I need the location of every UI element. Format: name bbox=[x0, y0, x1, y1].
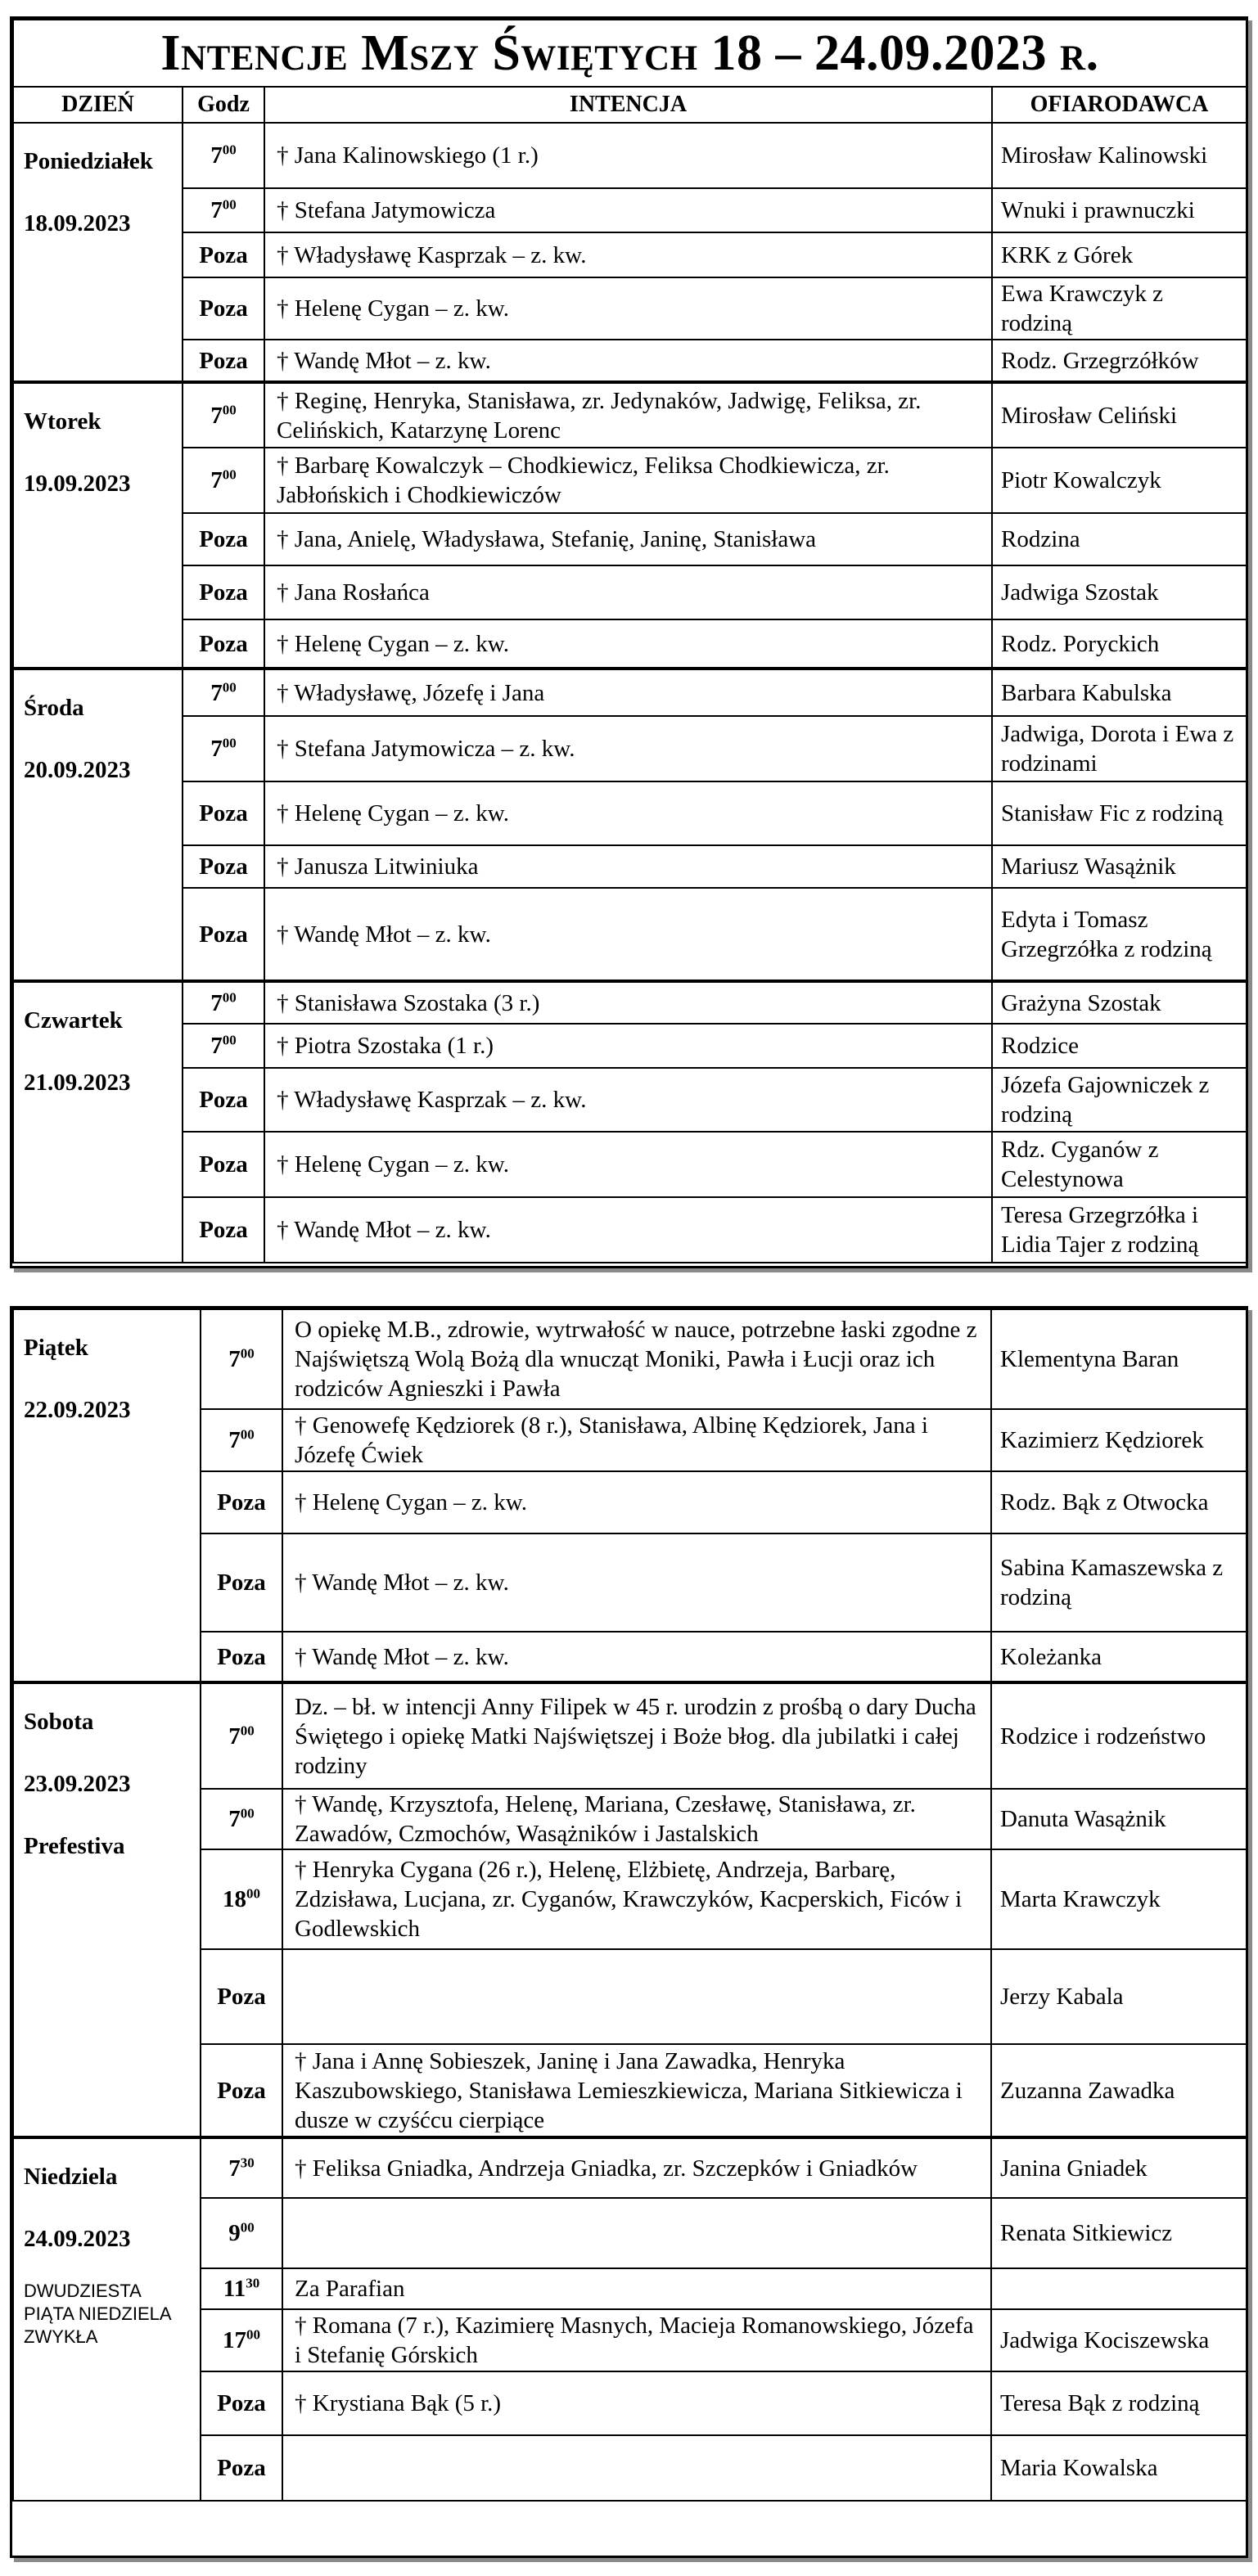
day-note: DWUDZIESTA PIĄTA NIEDZIELA ZWYKŁA bbox=[24, 2281, 171, 2347]
time-hour: Poza bbox=[199, 526, 248, 552]
donor-cell: Ewa Krawczyk z rodziną bbox=[992, 277, 1247, 340]
table-row bbox=[13, 888, 1247, 981]
intention-cell: † Feliksa Gniadka, Andrzeja Gniadka, zr. Szczepków i Gniadków bbox=[282, 2137, 991, 2198]
donor-cell: Janina Gniadek bbox=[991, 2137, 1247, 2198]
time-hour: 7 bbox=[228, 1723, 241, 1750]
time-hour: Poza bbox=[199, 921, 248, 948]
time-minutes: 00 bbox=[240, 1426, 255, 1443]
table-row bbox=[13, 981, 1247, 1024]
time-cell bbox=[201, 2137, 282, 2198]
time-hour: Poza bbox=[199, 800, 248, 826]
time-hour: Poza bbox=[217, 1569, 266, 1596]
time-hour: 7 bbox=[210, 989, 223, 1016]
intention-cell: † Stanisława Szostaka (3 r.) bbox=[264, 981, 992, 1024]
column-header-time: Godz bbox=[183, 87, 264, 123]
time-hour: Poza bbox=[199, 1217, 248, 1243]
time-cell bbox=[183, 716, 264, 781]
intention-cell: † Stefana Jatymowicza bbox=[264, 188, 992, 232]
time-cell bbox=[201, 1789, 282, 1849]
donor-cell: Klementyna Baran bbox=[991, 1309, 1247, 1409]
donor-cell: Jadwiga, Dorota i Ewa z rodzinami bbox=[992, 716, 1247, 781]
donor-cell: Marta Krawczyk bbox=[991, 1849, 1247, 1949]
donor-cell bbox=[991, 2268, 1247, 2309]
time-minutes: 00 bbox=[240, 1345, 255, 1362]
table-row bbox=[13, 1309, 1247, 1409]
time-hour: Poza bbox=[217, 2390, 266, 2416]
time-hour: 7 bbox=[228, 2155, 241, 2182]
day-cell bbox=[13, 981, 183, 1263]
day-cell bbox=[13, 1682, 201, 2137]
time-hour: Poza bbox=[199, 630, 248, 657]
time-hour: 7 bbox=[210, 197, 223, 223]
time-minutes: 00 bbox=[222, 989, 237, 1005]
donor-cell: Stanisław Fic z rodziną bbox=[992, 781, 1247, 845]
intention-cell: † Wandę Młot – z. kw. bbox=[282, 1632, 991, 1682]
day-name: Piątek bbox=[24, 1335, 88, 1361]
donor-cell: Rodzice bbox=[992, 1024, 1247, 1068]
time-cell bbox=[183, 123, 264, 188]
table-row bbox=[13, 845, 1247, 888]
intention-cell: † Helenę Cygan – z. kw. bbox=[264, 277, 992, 340]
table-row bbox=[13, 2137, 1247, 2198]
time-cell bbox=[201, 2198, 282, 2268]
table-row bbox=[13, 716, 1247, 781]
intention-cell: † Reginę, Henryka, Stanisława, zr. Jedynaków, Jadwigę, Feliksa, zr. Celińskich, Katarzynę Lorenc bbox=[264, 382, 992, 448]
time-cell bbox=[183, 1132, 264, 1197]
table-row bbox=[13, 123, 1247, 188]
donor-cell: Maria Kowalska bbox=[991, 2435, 1247, 2501]
time-hour: Poza bbox=[217, 2077, 266, 2104]
time-minutes: 00 bbox=[222, 401, 237, 417]
time-cell bbox=[201, 2371, 282, 2435]
donor-cell: Rodzina bbox=[992, 513, 1247, 565]
day-date: 19.09.2023 bbox=[24, 471, 131, 497]
donor-cell: Teresa Grzegrzółka i Lidia Tajer z rodziną bbox=[992, 1197, 1247, 1263]
intention-cell bbox=[282, 2435, 991, 2501]
time-minutes: 00 bbox=[246, 2326, 260, 2343]
table-row bbox=[13, 448, 1247, 513]
time-cell bbox=[201, 2268, 282, 2309]
time-cell bbox=[183, 845, 264, 888]
day-date: 21.09.2023 bbox=[24, 1070, 131, 1096]
donor-cell: Wnuki i prawnuczki bbox=[992, 188, 1247, 232]
table-row bbox=[13, 619, 1247, 669]
time-hour: Poza bbox=[199, 579, 248, 606]
donor-cell: Mirosław Kalinowski bbox=[992, 123, 1247, 188]
time-hour: Poza bbox=[217, 1984, 266, 2010]
intention-cell: † Piotra Szostaka (1 r.) bbox=[264, 1024, 992, 1068]
time-hour: Poza bbox=[199, 853, 248, 880]
donor-cell: Mariusz Wasążnik bbox=[992, 845, 1247, 888]
donor-cell: Jadwiga Kociszewska bbox=[991, 2309, 1247, 2371]
donor-cell: Koleżanka bbox=[991, 1632, 1247, 1682]
table-body bbox=[13, 1309, 1247, 2501]
donor-cell: Renata Sitkiewicz bbox=[991, 2198, 1247, 2268]
day-date: 22.09.2023 bbox=[24, 1397, 131, 1423]
intention-cell bbox=[282, 1949, 991, 2044]
intention-cell: † Wandę Młot – z. kw. bbox=[264, 888, 992, 981]
day-date: 23.09.2023 bbox=[24, 1771, 131, 1797]
intention-cell: † Helenę Cygan – z. kw. bbox=[264, 1132, 992, 1197]
donor-cell: Mirosław Celiński bbox=[992, 382, 1247, 448]
time-minutes: 00 bbox=[222, 196, 237, 213]
time-cell bbox=[183, 981, 264, 1024]
donor-cell: Rodzice i rodzeństwo bbox=[991, 1682, 1247, 1789]
time-cell bbox=[201, 1949, 282, 2044]
intention-cell: † Helenę Cygan – z. kw. bbox=[264, 619, 992, 669]
donor-cell: Rodz. Bąk z Otwocka bbox=[991, 1471, 1247, 1533]
time-minutes: 00 bbox=[240, 1722, 255, 1738]
time-minutes: 30 bbox=[246, 2275, 260, 2291]
day-date: 24.09.2023 bbox=[24, 2226, 131, 2252]
intention-cell: † Krystiana Bąk (5 r.) bbox=[282, 2371, 991, 2435]
time-cell bbox=[183, 188, 264, 232]
time-cell bbox=[201, 1533, 282, 1632]
time-minutes: 00 bbox=[222, 1032, 237, 1048]
intentions-sheet-2 bbox=[10, 1306, 1248, 2558]
intention-cell: † Wandę Młot – z. kw. bbox=[282, 1533, 991, 1632]
time-cell bbox=[183, 781, 264, 845]
column-header-day: DZIEŃ bbox=[13, 87, 183, 123]
time-hour: 7 bbox=[210, 402, 223, 429]
page-title: Intencje Mszy Świętych 18 – 24.09.2023 r. bbox=[13, 20, 1247, 87]
intention-cell: † Wandę Młot – z. kw. bbox=[264, 1197, 992, 1263]
table-row bbox=[13, 340, 1247, 382]
time-hour: Poza bbox=[217, 1489, 266, 1515]
intention-cell: † Jana Kalinowskiego (1 r.) bbox=[264, 123, 992, 188]
column-header-intention: INTENCJA bbox=[264, 87, 992, 123]
table-row bbox=[13, 669, 1247, 716]
day-cell bbox=[13, 1309, 201, 1682]
time-hour: Poza bbox=[199, 347, 248, 374]
time-hour: 7 bbox=[228, 1427, 241, 1453]
donor-cell: Rodz. Poryckich bbox=[992, 619, 1247, 669]
time-cell bbox=[201, 1849, 282, 1949]
time-cell bbox=[183, 669, 264, 716]
time-minutes: 00 bbox=[240, 1805, 255, 1822]
intention-cell: † Genowefę Kędziorek (8 r.), Stanisława, Albinę Kędziorek, Jana i Józefę Ćwiek bbox=[282, 1409, 991, 1471]
time-cell bbox=[201, 2044, 282, 2137]
time-cell bbox=[183, 619, 264, 669]
donor-cell: Edyta i Tomasz Grzegrzółka z rodziną bbox=[992, 888, 1247, 981]
time-minutes: 00 bbox=[222, 142, 237, 158]
donor-cell: Piotr Kowalczyk bbox=[992, 448, 1247, 513]
day-name: Niedziela bbox=[24, 2164, 118, 2190]
time-hour: 7 bbox=[210, 1033, 223, 1059]
intention-cell: † Stefana Jatymowicza – z. kw. bbox=[264, 716, 992, 781]
time-hour: 7 bbox=[210, 679, 223, 706]
intentions-sheet-1 bbox=[10, 16, 1248, 1268]
time-cell bbox=[201, 2309, 282, 2371]
table-body bbox=[13, 123, 1247, 1263]
donor-cell: Rodz. Grzegrzółków bbox=[992, 340, 1247, 382]
table-row bbox=[13, 1197, 1247, 1263]
donor-cell: Danuta Wasążnik bbox=[991, 1789, 1247, 1849]
intention-cell: † Janusza Litwiniuka bbox=[264, 845, 992, 888]
donor-cell: Jadwiga Szostak bbox=[992, 565, 1247, 619]
time-cell bbox=[183, 513, 264, 565]
time-hour: Poza bbox=[199, 241, 248, 268]
time-hour: 17 bbox=[223, 2327, 246, 2353]
time-hour: Poza bbox=[217, 1643, 266, 1670]
day-cell bbox=[13, 382, 183, 669]
table-row bbox=[13, 1132, 1247, 1197]
intention-cell bbox=[282, 2198, 991, 2268]
day-cell bbox=[13, 123, 183, 382]
time-cell bbox=[201, 1682, 282, 1789]
intention-cell: † Władysławę Kasprzak – z. kw. bbox=[264, 1068, 992, 1132]
time-hour: Poza bbox=[199, 1151, 248, 1178]
intention-cell: † Helenę Cygan – z. kw. bbox=[282, 1471, 991, 1533]
intention-cell: † Henryka Cygana (26 r.), Helenę, Elżbietę, Andrzeja, Barbarę, Zdzisława, Lucjana, zr. Cyganów, Krawczyków, Kacperskich, Ficów i Godlewskich bbox=[282, 1849, 991, 1949]
donor-cell: Barbara Kabulska bbox=[992, 669, 1247, 716]
time-cell bbox=[183, 277, 264, 340]
table-row bbox=[13, 188, 1247, 232]
table-row bbox=[13, 232, 1247, 277]
table-row bbox=[13, 1068, 1247, 1132]
day-name: Sobota bbox=[24, 1709, 94, 1735]
time-hour: 18 bbox=[223, 1886, 246, 1912]
time-cell bbox=[201, 1309, 282, 1409]
time-cell bbox=[183, 232, 264, 277]
time-cell bbox=[183, 565, 264, 619]
day-date: 18.09.2023 bbox=[24, 210, 131, 236]
day-cell bbox=[13, 2137, 201, 2501]
time-cell bbox=[183, 448, 264, 513]
donor-cell: Zuzanna Zawadka bbox=[991, 2044, 1247, 2137]
intention-cell: O opiekę M.B., zdrowie, wytrwałość w nauce, potrzebne łaski zgodne z Najświętszą Wolą Bożą dla wnucząt Moniki, Pawła i Łucji oraz ich rodziców Agnieszki i Pawła bbox=[282, 1309, 991, 1409]
intention-cell: † Helenę Cygan – z. kw. bbox=[264, 781, 992, 845]
time-hour: Poza bbox=[199, 295, 248, 322]
donor-cell: Józefa Gajowniczek z rodziną bbox=[992, 1068, 1247, 1132]
donor-cell: KRK z Górek bbox=[992, 232, 1247, 277]
day-name: Czwartek bbox=[24, 1007, 123, 1034]
time-hour: 7 bbox=[210, 467, 223, 493]
intention-cell: † Romana (7 r.), Kazimierę Masnych, Macieja Romanowskiego, Józefa i Stefanię Górskich bbox=[282, 2309, 991, 2371]
time-cell bbox=[183, 888, 264, 981]
column-header-donor: OFIARODAWCA bbox=[992, 87, 1247, 123]
day-name: Poniedziałek bbox=[24, 148, 153, 174]
table-row bbox=[13, 781, 1247, 845]
table-row bbox=[13, 513, 1247, 565]
day-cell bbox=[13, 669, 183, 981]
table-row bbox=[13, 1682, 1247, 1789]
intentions-table-2 bbox=[12, 1308, 1247, 2502]
intention-cell: † Władysławę, Józefę i Jana bbox=[264, 669, 992, 716]
time-minutes: 00 bbox=[246, 1885, 260, 1902]
intention-cell: † Jana, Anielę, Władysława, Stefanię, Janinę, Stanisława bbox=[264, 513, 992, 565]
donor-cell: Sabina Kamaszewska z rodziną bbox=[991, 1533, 1247, 1632]
time-hour: Poza bbox=[199, 1087, 248, 1113]
time-minutes: 30 bbox=[240, 2154, 255, 2170]
donor-cell: Kazimierz Kędziorek bbox=[991, 1409, 1247, 1471]
table-row bbox=[13, 382, 1247, 448]
time-minutes: 00 bbox=[240, 2219, 255, 2236]
time-minutes: 00 bbox=[222, 678, 237, 695]
table-row bbox=[13, 277, 1247, 340]
day-date: 20.09.2023 bbox=[24, 757, 131, 783]
donor-cell: Jerzy Kabala bbox=[991, 1949, 1247, 2044]
time-cell bbox=[183, 340, 264, 382]
intention-cell: † Wandę Młot – z. kw. bbox=[264, 340, 992, 382]
table-row bbox=[13, 565, 1247, 619]
day-name: Środa bbox=[24, 695, 84, 721]
time-cell bbox=[183, 1068, 264, 1132]
table-row bbox=[13, 1024, 1247, 1068]
time-cell bbox=[183, 1197, 264, 1263]
donor-cell: Grażyna Szostak bbox=[992, 981, 1247, 1024]
intention-cell: Dz. – bł. w intencji Anny Filipek w 45 r. urodzin z prośbą o dary Ducha Świętego i opiekę Matki Najświętszej i Boże błog. dla jubilatki i całej rodziny bbox=[282, 1682, 991, 1789]
day-name: Wtorek bbox=[24, 408, 101, 435]
time-cell bbox=[183, 1024, 264, 1068]
time-cell bbox=[183, 382, 264, 448]
donor-cell: Rdz. Cyganów z Celestynowa bbox=[992, 1132, 1247, 1197]
time-hour: 9 bbox=[228, 2220, 241, 2246]
intentions-table-1 bbox=[12, 19, 1247, 1263]
intention-cell: † Wandę, Krzysztofa, Helenę, Mariana, Czesławę, Stanisława, zr. Zawadów, Czmochów, Wasążników i Jastalskich bbox=[282, 1789, 991, 1849]
time-minutes: 00 bbox=[222, 466, 237, 483]
intention-cell: † Władysławę Kasprzak – z. kw. bbox=[264, 232, 992, 277]
time-cell bbox=[201, 1409, 282, 1471]
time-hour: 11 bbox=[223, 2276, 246, 2302]
intention-cell: † Jana i Annę Sobieszek, Janinę i Jana Zawadka, Henryka Kaszubowskiego, Stanisława Lemieszkiewicza, Mariana Sitkiewicza i dusze w czyśćcu cierpiące bbox=[282, 2044, 991, 2137]
time-hour: 7 bbox=[228, 1806, 241, 1832]
donor-cell: Teresa Bąk z rodziną bbox=[991, 2371, 1247, 2435]
time-hour: 7 bbox=[228, 1346, 241, 1372]
time-cell bbox=[201, 1632, 282, 1682]
time-hour: 7 bbox=[210, 142, 223, 169]
intention-cell: † Barbarę Kowalczyk – Chodkiewicz, Feliksa Chodkiewicza, zr. Jabłońskich i Chodkiewiczów bbox=[264, 448, 992, 513]
intention-cell: † Jana Rosłańca bbox=[264, 565, 992, 619]
time-cell bbox=[201, 2435, 282, 2501]
intention-cell: Za Parafian bbox=[282, 2268, 991, 2309]
time-hour: 7 bbox=[210, 736, 223, 762]
time-hour: Poza bbox=[217, 2455, 266, 2481]
time-minutes: 00 bbox=[222, 735, 237, 751]
day-extra: Prefestiva bbox=[24, 1833, 125, 1859]
time-cell bbox=[201, 1471, 282, 1533]
